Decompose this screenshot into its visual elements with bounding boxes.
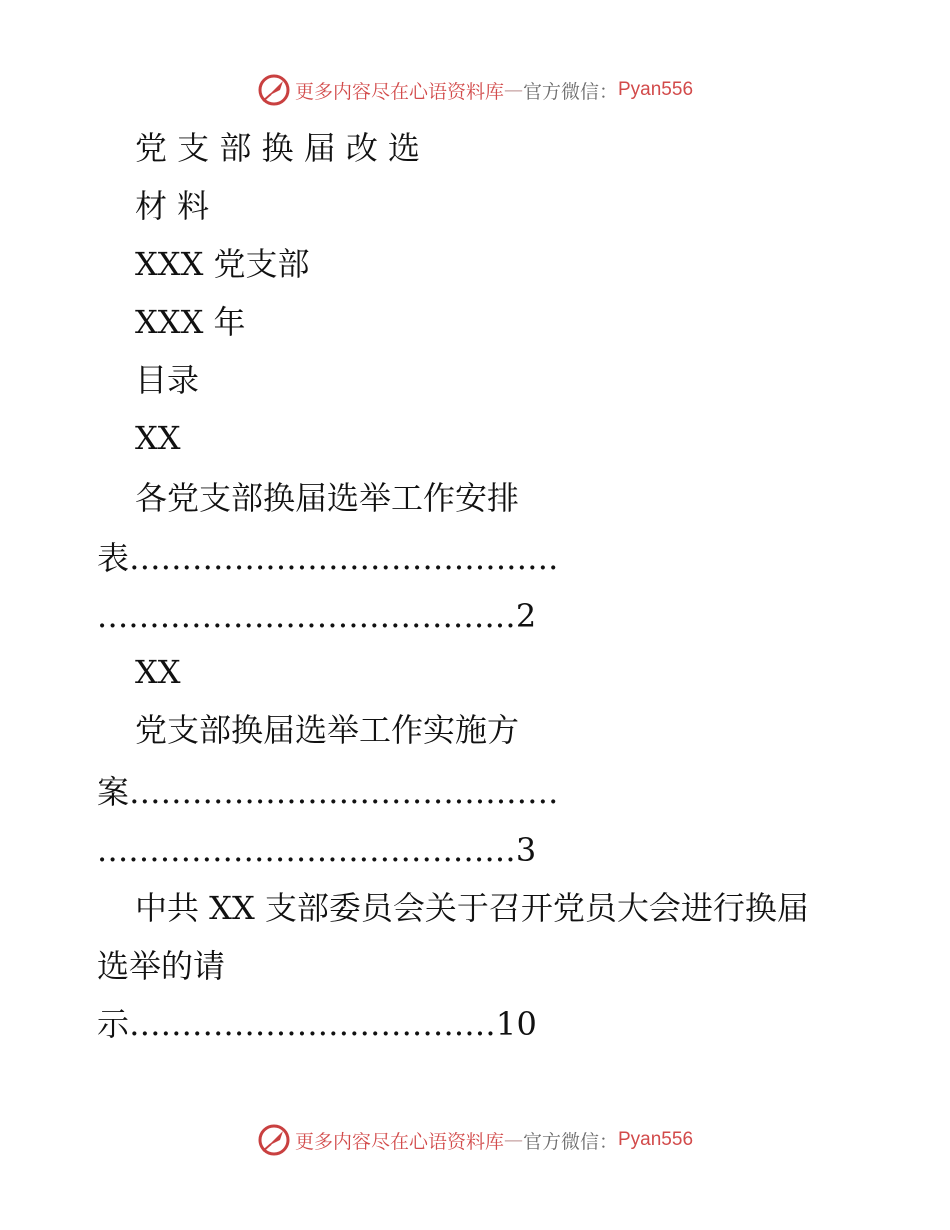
watermark-site-text: 更多内容尽在心语资料库 [294,1130,504,1153]
toc-entry-3-leader [97,1004,537,1044]
toc-entry-2-dots-2: ........................................ [97,831,516,869]
watermark-separator: — [503,79,523,101]
watermark-wechat-label: 官方微信： [522,80,618,103]
quill-logo-icon [257,73,291,107]
cover-year: XXX 年 [135,303,246,341]
toc-heading: 目录 [135,361,200,399]
cover-title-line-2: 材 料 [135,187,210,225]
toc-entry-1-dots-2: ........................................ [97,597,516,635]
watermark-wechat-id: Pyan556 [618,79,694,100]
toc-entry-1-title: 各党支部换届选举工作安排 [135,479,520,517]
toc-entry-1-dots [97,596,537,636]
toc-entry-2-prefix: XX [135,653,181,691]
toc-entry-1-leader: 表......................................... [97,539,559,577]
watermark-site-text: 更多内容尽在心语资料库 [294,80,504,103]
toc-entry-3-title-line-2: 选举的请 [97,947,226,985]
watermark-wechat-label: 官方微信： [522,1130,618,1153]
watermark-footer [0,1120,950,1160]
toc-entry-2-title: 党支部换届选举工作实施方 [135,711,520,749]
watermark-header [0,70,950,110]
toc-entry-2-leader: 案......................................... [97,773,559,811]
toc-entry-3-page: 10 [495,1005,538,1043]
cover-organization: XXX 党支部 [135,245,310,283]
toc-entry-3-tail: 示................................... [97,1005,496,1043]
toc-entry-3-title-line-1: 中共 XX 支部委员会关于召开党员大会进行换届 [135,889,809,927]
watermark-wechat-id: Pyan556 [618,1129,694,1150]
toc-entry-2-page: 3 [515,831,537,869]
quill-logo-icon [257,1123,291,1157]
cover-title-line-1: 党 支 部 换 届 改 选 [135,129,421,167]
toc-entry-1-page: 2 [515,597,537,635]
watermark-separator: — [503,1129,523,1151]
toc-entry-1-prefix: XX [135,419,181,457]
toc-entry-2-dots [97,830,537,870]
